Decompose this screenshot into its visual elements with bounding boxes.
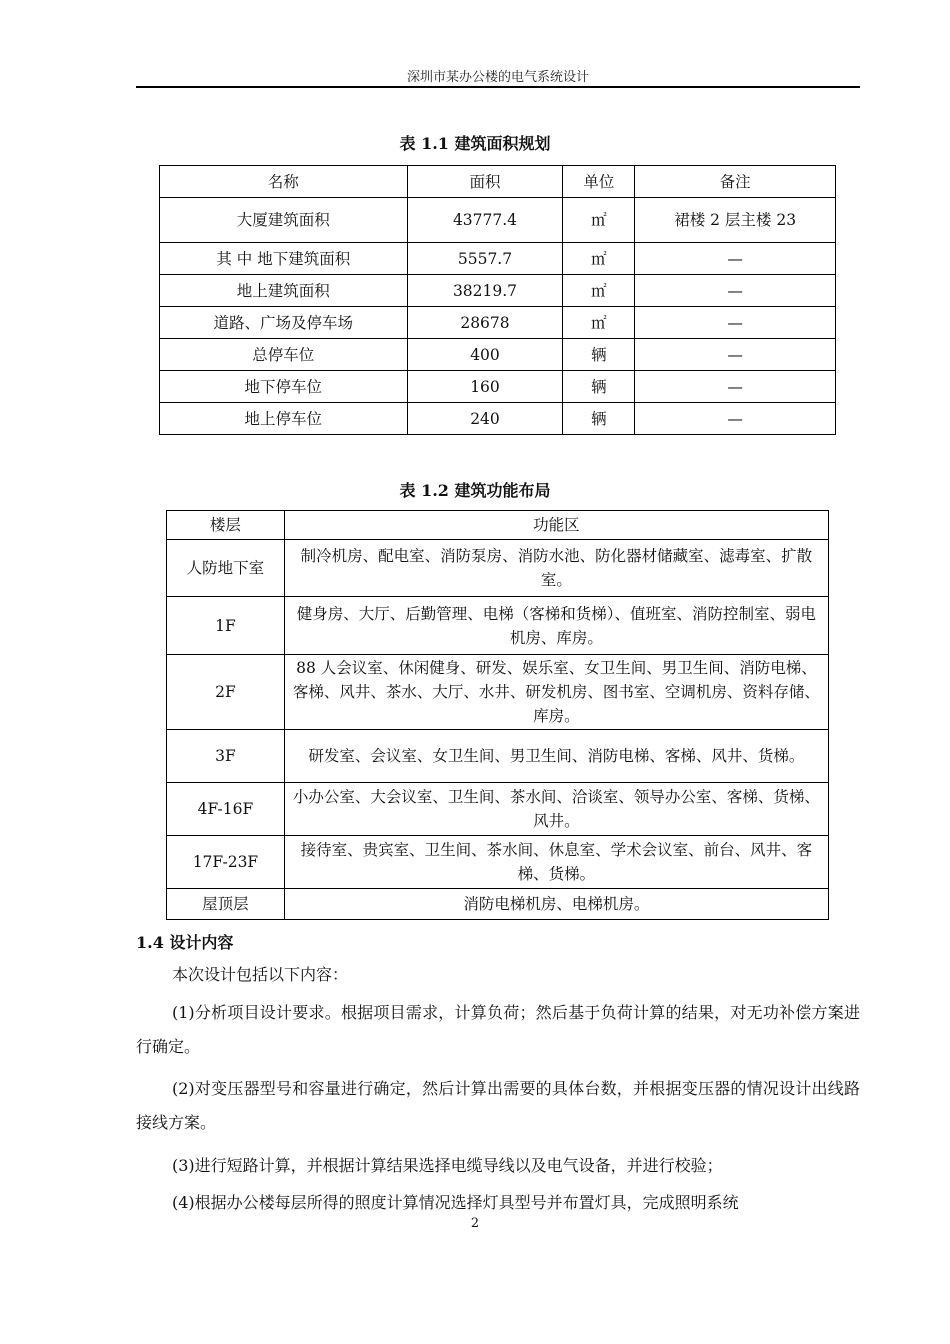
- table-cell: 28678: [407, 307, 563, 339]
- table-cell: 辆: [563, 403, 635, 435]
- header-cell: 名称: [160, 166, 408, 198]
- table-row: [160, 307, 836, 339]
- table-cell: 160: [407, 371, 563, 403]
- function-cell: 小办公室、大会议室、卫生间、茶水间、洽谈室、领导办公室、客梯、货梯、风井。: [284, 783, 828, 836]
- paragraph: (4)根据办公楼每层所得的照度计算情况选择灯具型号并布置灯具，完成照明系统: [172, 1193, 739, 1212]
- table-row: [167, 540, 829, 597]
- table-header-row: [160, 166, 836, 198]
- table-cell: —: [635, 403, 836, 435]
- function-cell: 88 人会议室、休闲健身、研发、娱乐室、女卫生间、男卫生间、消防电梯、客梯、风井、茶水、大厅、水井、研发机房、图书室、空调机房、资料存储、库房。: [284, 655, 828, 730]
- table-row: [160, 339, 836, 371]
- floor-cell: 4F-16F: [167, 783, 285, 836]
- paragraph: (1)分析项目设计要求。根据项目需求，计算负荷；然后基于负荷计算的结果，对无功补偿方案进行确定。: [136, 1003, 860, 1056]
- table-row: [167, 730, 829, 783]
- header-cell: 楼层: [167, 511, 285, 540]
- table-cell: ㎡: [563, 243, 635, 275]
- function-cell: 健身房、大厅、后勤管理、电梯（客梯和货梯）、值班室、消防控制室、弱电机房、库房。: [284, 597, 828, 655]
- table-cell: 38219.7: [407, 275, 563, 307]
- table-cell: —: [635, 243, 836, 275]
- table-cell: 总停车位: [160, 339, 408, 371]
- floor-cell: 人防地下室: [167, 540, 285, 597]
- floor-cell: 屋顶层: [167, 889, 285, 920]
- table-cell: 地上停车位: [160, 403, 408, 435]
- table-header-row: [167, 511, 829, 540]
- table-cell: 裙楼 2 层主楼 23: [635, 198, 836, 243]
- table-cell: 辆: [563, 371, 635, 403]
- table-cell: ㎡: [563, 198, 635, 243]
- header-divider: [136, 86, 860, 88]
- table-row: [160, 371, 836, 403]
- table-cell: 辆: [563, 339, 635, 371]
- floor-cell: 17F-23F: [167, 836, 285, 889]
- table-row: [160, 275, 836, 307]
- function-cell: 制冷机房、配电室、消防泵房、消防水池、防化器材储藏室、滤毒室、扩散室。: [284, 540, 828, 597]
- building-area-table: [159, 165, 836, 435]
- table-cell: —: [635, 307, 836, 339]
- table-cell: —: [635, 339, 836, 371]
- header-cell: 面积: [407, 166, 563, 198]
- table-cell: ㎡: [563, 275, 635, 307]
- table-cell: 400: [407, 339, 563, 371]
- table-row: [160, 403, 836, 435]
- table-row: [167, 889, 829, 920]
- table-row: [167, 783, 829, 836]
- function-cell: 接待室、贵宾室、卫生间、茶水间、休息室、学术会议室、前台、风井、客梯、货梯。: [284, 836, 828, 889]
- function-cell: 消防电梯机房、电梯机房。: [284, 889, 828, 920]
- table-cell: ㎡: [563, 307, 635, 339]
- page-number: 2: [470, 1216, 480, 1231]
- table-cell: 大厦建筑面积: [160, 198, 408, 243]
- floor-cell: 2F: [167, 655, 285, 730]
- building-function-table: [166, 510, 829, 920]
- table2-caption: 表 1.2 建筑功能布局: [399, 481, 551, 500]
- table-cell: 其 中 地下建筑面积: [160, 243, 408, 275]
- table-row: [167, 836, 829, 889]
- paragraph: (2)对变压器型号和容量进行确定，然后计算出需要的具体台数，并根据变压器的情况设计出线路接线方案。: [136, 1079, 860, 1132]
- table-row: [167, 655, 829, 730]
- paragraph: (3)进行短路计算，并根据计算结果选择电缆导线以及电气设备，并进行校验；: [172, 1156, 723, 1175]
- header-cell: 功能区: [284, 511, 828, 540]
- table-cell: 地上建筑面积: [160, 275, 408, 307]
- table-cell: 5557.7: [407, 243, 563, 275]
- table-cell: 240: [407, 403, 563, 435]
- table1-caption: 表 1.1 建筑面积规划: [399, 134, 551, 153]
- floor-cell: 1F: [167, 597, 285, 655]
- floor-cell: 3F: [167, 730, 285, 783]
- table-row: [167, 597, 829, 655]
- table-cell: —: [635, 371, 836, 403]
- table-cell: 43777.4: [407, 198, 563, 243]
- header-cell: 备注: [635, 166, 836, 198]
- section-title: 1.4 设计内容: [136, 933, 234, 952]
- table-row: [160, 243, 836, 275]
- table-cell: 道路、广场及停车场: [160, 307, 408, 339]
- table-cell: 地下停车位: [160, 371, 408, 403]
- table-cell: —: [635, 275, 836, 307]
- page-header: 深圳市某办公楼的电气系统设计: [406, 70, 589, 85]
- function-cell: 研发室、会议室、女卫生间、男卫生间、消防电梯、客梯、风井、货梯。: [284, 730, 828, 783]
- table-row: [160, 198, 836, 243]
- paragraph: 本次设计包括以下内容：: [172, 965, 349, 984]
- header-cell: 单位: [563, 166, 635, 198]
